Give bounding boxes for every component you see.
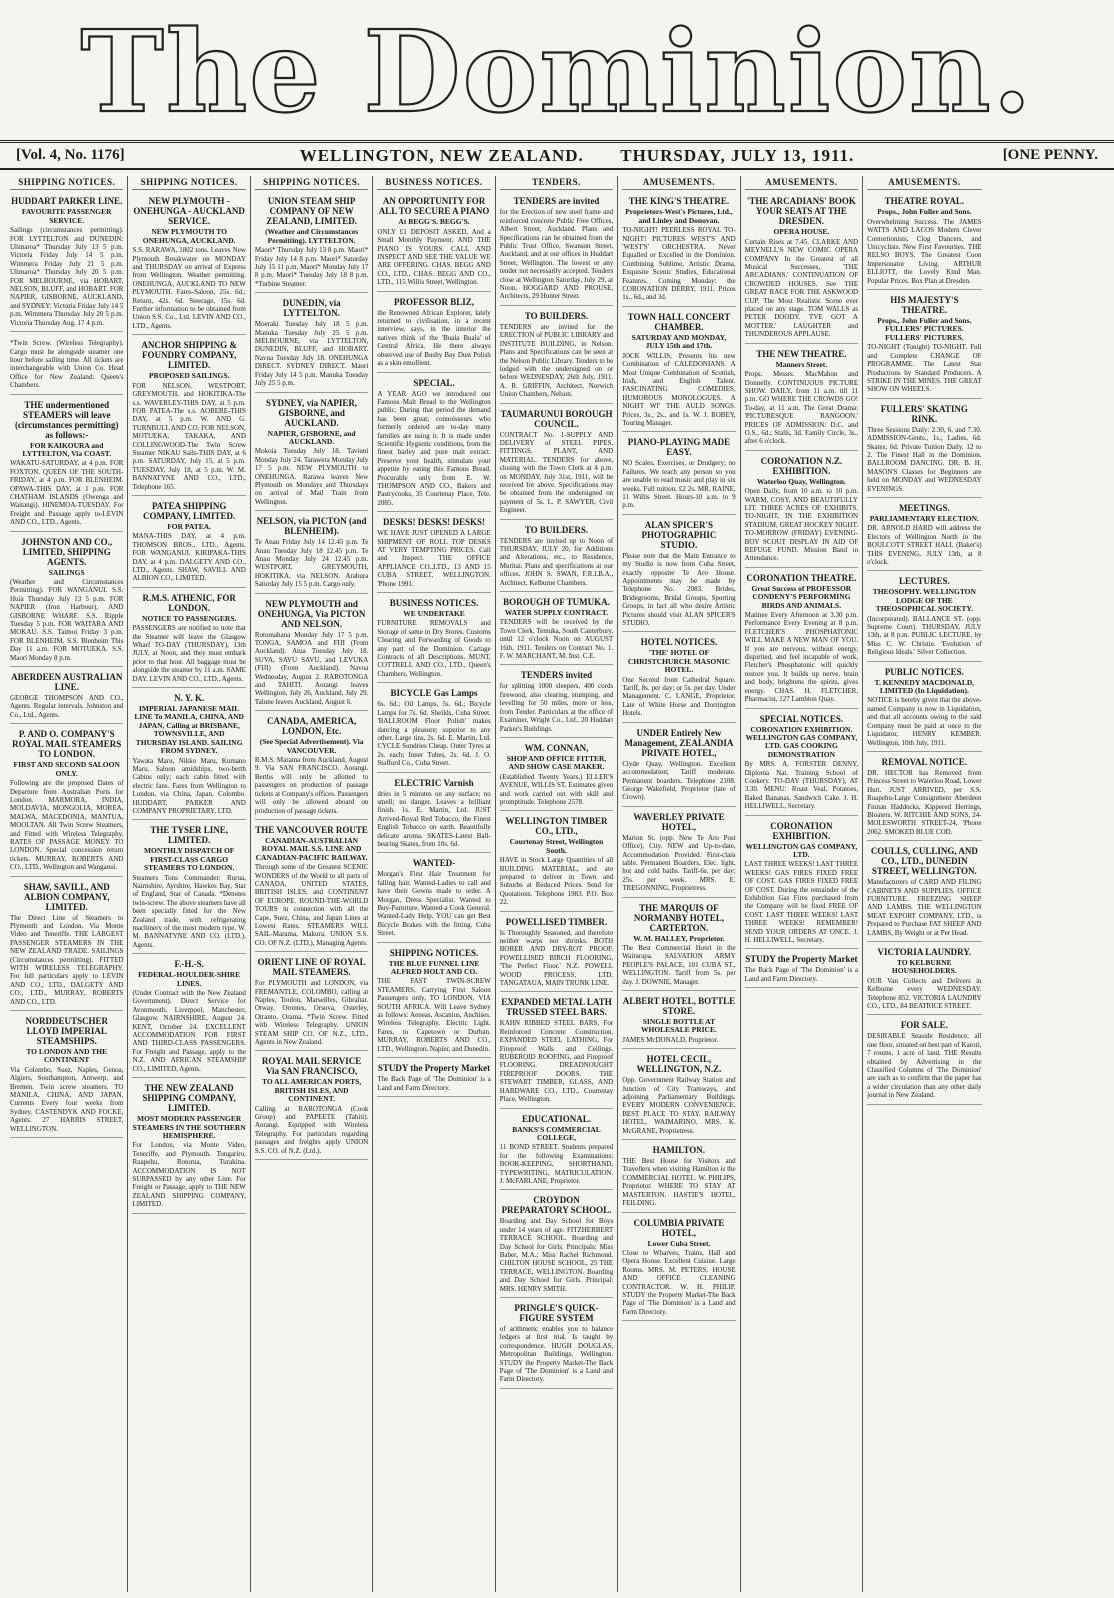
ad-block bbox=[867, 500, 981, 571]
columns-container bbox=[6, 176, 1108, 1592]
ad-title: TAUMARUNUI BOROUGH COUNCIL. bbox=[500, 408, 613, 429]
ad-body: Te Anau Friday July 14 12.45 p.m. Te Anau Tuesday July 18 12.45 p.m. Te Anau Monday July 24 12.45 p.m. WESTPORT, GREYMOUTH, HOKITIKA, via NELSON. Arahura Saturday July 15 5 p.m. Cargo only. bbox=[254, 538, 369, 589]
column-heading: AMUSEMENTS. bbox=[745, 176, 858, 190]
ad-body: Via Colombo, Suez, Naples, Genoa, Algiers, Southampton, Antwerp, and Bremen. Twin screw steamers. TO MANILA, CHINA, AND JAPAN. Currents Every four weeks from Sydney. CASTENDYK AND FOCKE, Agents. 27 HARRIS STREET, WELLINGTON. bbox=[10, 1065, 124, 1133]
ad-body: WE HAVE JUST OPENED A LARGE SHIPMENT OF ROLL TOP DESKS AT VERY TEMPTING PRICES. Call and Inspect. THE OFFICE APPLIANCE CO.,LTD., 13 AND 15 CUBA STREET, WELLINGTON. 'Phone 1991. bbox=[377, 529, 491, 588]
ad-title: CORONATION EXHIBITION. bbox=[770, 820, 833, 841]
ad-body: Rotomahana Monday July 17 5 p.m. TONGA, SAMOA and FIJI (From Auckland). Atua Tuesday July 18. SUVA, SAVU SAVU, and LEVUKA (FIJI) (From Auckland). Navua Wednesday, August 2. RAROTONGA and TAHITI. Aorangi leaves Wellington, July 26, Auckland, July 29. Talune leaves Auckland, August 6. bbox=[254, 630, 369, 706]
ad-block bbox=[132, 337, 245, 496]
ad-body: For London, via Monte Video, Teneriffe, and Plymouth. Tongariro, Ruapehu, Rotorua, Turakina. ACCOMMODATION IS NOT SURPASSED by any other Line. For Freight or Passage, apply to THE NEW ZEALAND SHIPPING COMPANY, LIMITED. bbox=[132, 1141, 246, 1209]
ad-block bbox=[132, 690, 245, 820]
column-7 bbox=[741, 176, 863, 1592]
ad-title: EXPANDED METAL LATH TRUSSED STEEL BARS. bbox=[501, 997, 612, 1018]
ad-body: of arithmetic enables you to balance ledgers at first trial. Is taught by correspondence. HUGH DOUGLAS, Metropolitan Buildings, Wellington. STUDY the Property Market-The Back Page of 'The Dominion' is a Land and Farm Directory. bbox=[499, 1325, 614, 1384]
ad-body: DR. HECTOR has Removed from Princess Street to Waterloo Road, Lower Hutt. JUST ARRIVED, per S.S. Ruapehu-Large Consignment Aberdeen Finnan Haddocks, Kippered Herrings, Bloaters. W. RITCHIE AND SONS, 24-MOLESWORTH STREET-24, 'Phone 2062. SMOKED BLUE COD. bbox=[867, 768, 982, 836]
ad-title: CANADA, AMERICA, LONDON, Etc. bbox=[266, 716, 357, 737]
ad-block bbox=[745, 570, 858, 709]
ad-body: 11 BOND STREET. Students prepared for the following Examinations: BOOK-KEEPING, SHORTHAND, TYPEWRITING, MATRICULATION. J. McFARLANE, Proprietor. bbox=[499, 1143, 614, 1185]
ad-body: Clyde Quay, Wellington. Excellent accommodation; Tariff moderate. Permanent boarders. Telephone 2108. George Wakefield, Proprietor (late of Crown). bbox=[622, 759, 736, 802]
ad-block bbox=[867, 664, 981, 752]
ad-body: R.M.S. Marama from Auckland, August 9. Via SAN FRANCISCO. Aorangi. Berths will only be allotted to passengers on production of passage tickets at Company's offices. Passengers will only be allowed aboard on production of passage tickets. bbox=[254, 756, 369, 815]
ad-title: COLUMBIA PRIVATE HOTEL, bbox=[633, 1217, 725, 1238]
ad-title: NORDDEUTSCHER LLOYD IMPERIAL STEAMSHIPS. bbox=[25, 1016, 108, 1047]
ad-block bbox=[255, 295, 368, 392]
column-8 bbox=[863, 176, 985, 1592]
ad-title: BUSINESS NOTICES. bbox=[389, 598, 479, 609]
ad-block bbox=[255, 395, 368, 512]
ad-block bbox=[500, 594, 613, 665]
column-6 bbox=[618, 176, 740, 1592]
ad-subtitle: SATURDAY AND MONDAY, JULY 15th and 17th. bbox=[631, 332, 727, 351]
ad-title: 'THE ARCADIANS' BOOK YOUR SEATS AT THE DRESDEN. bbox=[746, 196, 856, 227]
place: WELLINGTON, NEW ZEALAND. bbox=[299, 145, 584, 165]
ad-body: Curtain Rises at 7.45. CLARKE AND MEYNELL'S NEW COMIC OPERA COMPANY In the Greatest of all Musical Successes, 'THE ARCADIANS.' CONTINUATION OF CROWDED HOUSES. See THE GREAT RACE FOR THE ASKWOOD CUP. The Most Realistic Scene ever placed on any stage. TOM WALLS as PETER DOODY. 'I'VE GOT A MOTTER.' LAUGHTER and THUNDEROUS APPLAUSE. bbox=[744, 237, 859, 339]
ad-title: P. AND O. COMPANY'S ROYAL MAIL STEAMERS TO LONDON. bbox=[12, 729, 122, 760]
ad-title: LECTURES. bbox=[898, 576, 950, 587]
ad-title: EDUCATIONAL. bbox=[521, 1113, 592, 1124]
ad-title: THE NEW ZEALAND SHIPPING COMPANY, LIMITED. bbox=[142, 1083, 236, 1114]
ad-block bbox=[867, 754, 981, 841]
ad-title: THE MARQUIS OF NORMANBY HOTEL, CARTERTON. bbox=[633, 902, 725, 933]
ad-title: TENDERS are invited bbox=[513, 196, 600, 207]
column-heading: SHIPPING NOTICES. bbox=[132, 176, 245, 190]
ad-block bbox=[622, 1051, 735, 1140]
ad-block bbox=[500, 1111, 613, 1191]
ad-title: THE NEW THEATRE. bbox=[756, 348, 847, 359]
ad-body: Opp. Government Railway Station and Junction of City Tramways, and adjoining Parliamentary Buildings. EVERY MODERN CONVENIENCE. BEST PLACE TO STAY. RAILWAY HOTEL, WAIMARINO. MRS. K. McGRANE, Proprietress. bbox=[622, 1076, 736, 1135]
ad-title: THE TYSER LINE, LIMITED. bbox=[150, 825, 228, 846]
ad-title: ELECTRIC Varnish bbox=[394, 777, 474, 788]
ad-block bbox=[867, 193, 981, 290]
ad-body: The Back Page of 'The Dominion' is a Land and Farm Directory. bbox=[744, 966, 859, 983]
column-4 bbox=[373, 176, 495, 1592]
ad-block bbox=[867, 401, 981, 498]
ad-body: (Weather and Circumstances Permitting). FOR WANGANUI. S.S. Huia Thursday July 13 5 p.m. FOR NAPIER (Iron Harbour), AND GISBORNE WHARF. S.S. Ripple Tuesday 5 p.m. FOR WAITARA AND MOKAU. S.S. Taimoi Friday 3 p.m. FOR BLENHEIM. S.S. Blenheim This Day 11 a.m. FOR MOTUEKA. S.S. Maori Monday 8 p.m. bbox=[10, 578, 124, 662]
masthead-title: The Dominion. bbox=[80, 6, 1034, 138]
ad-subtitle: (See Special Advertisement). Via VANCOUVER. bbox=[259, 737, 364, 755]
ad-subtitle: NAPIER, GISBORNE, and AUCKLAND. bbox=[267, 428, 356, 446]
ad-title: TOWN HALL CONCERT CHAMBER. bbox=[627, 311, 731, 332]
ad-body: TENDERS will be received by the Town Clerk, Temuka, South Canterbury, until 12 o'clock Noon on AUGUST 16th, 1911. Tenders on Contract No. 1. F. W. MARCHANT, M. Inst. C.E. bbox=[499, 618, 614, 661]
ad-title: ALAN SPICER'S PHOTOGRAPHIC STUDIO. bbox=[641, 519, 717, 550]
ad-body: (Established Twenty Years.) ELLER'S AVENUE, WILLIS ST. Estimates given and work carried out with skill and promptitude. Telephone 2578. bbox=[499, 772, 614, 806]
ad-body: Mokoia Tuesday July 18. Taviuni Monday July 24. Tarawera Monday July 17 5 p.m. NEW PLYMOUTH to ONEHUNGA. Rarawa leaves New Plymouth on Mondays and Thursdays on arrival of Mail Train from Wellington. bbox=[254, 447, 369, 506]
ad-title: CROYDON PREPARATORY SCHOOL. bbox=[501, 1195, 612, 1216]
ad-body: ONLY £1 DEPOSIT ASKED, And a Small Monthly Payment, AND THE PIANO IS YOURS. CALL AND INSPECT AND SEE THE VALUE WE ARE OFFERING. CHAS. BEGG AND CO., LTD., CHAS. BEGG AND CO., LTD., 115 Willis Street, Wellington. bbox=[377, 227, 491, 287]
ad-subtitle: WE UNDERTAKE bbox=[403, 609, 465, 619]
ad-subtitle: T. KENNEDY MACDONALD, LIMITED (In Liquidation). bbox=[874, 677, 975, 696]
ad-block bbox=[255, 1053, 368, 1160]
ad-subtitle: MOST MODERN PASSENGER STEAMERS IN THE SOUTHERN HEMISPHERE. bbox=[132, 1114, 246, 1140]
ad-body: Steamers Tons Commander: Rurua, Nairnshire, Ayrshire, Hawkes Bay, Star of England, Star of Canada. *Denotes twin-screw. The above steamers have all been specially fitted for the New Zealand trade, with refrigerating machinery of the most modern type. W. M. BANNATYNE AND CO. (LTD.), Agents. bbox=[132, 873, 246, 949]
ad-body: *Twin Screw. (Wireless Telegraphy). Cargo must be alongside steamer one hour before sailing time. All tickets are interchangeable with Union Co. Head Office for New Zealand: Queen's Chambers. bbox=[10, 339, 124, 390]
ad-block bbox=[377, 945, 490, 1058]
ad-block bbox=[867, 944, 981, 1015]
ad-body: TENDERS are invited up to Noon of THURSDAY, JULY 20, for Additions and Alterations, etc., to Residence, Muritai. Plans and specifications at our offices. JOHN S. SWAN, F.R.I.B.A., Architect, Kelburne Chambers. bbox=[499, 536, 614, 587]
ad-body: JAMES McDONALD, Proprietor. bbox=[622, 1035, 719, 1044]
ad-title: NEW PLYMOUTH - ONEHUNGA - AUCKLAND SERVICE. bbox=[133, 196, 245, 227]
ad-title: HUDDART PARKER LINE. bbox=[11, 196, 123, 207]
ad-title: SHIPPING NOTICES. bbox=[389, 947, 479, 958]
ad-body: One Second from Cathedral Square. Tariff, 8s. per day; or 5s. per day. Under Management. C. LANGE, Proprietor. Late of White Horse and Dorrington Hotels. bbox=[622, 675, 736, 718]
ad-body: Maori* Thursday July 13 8 p.m. Maori* Friday July 14 8 p.m. Maori* Saturday July 15 11 p.m. Maori* Monday July 17 8 p.m. Maori* Tuesday July 18 8 p.m. *Turbine Steamer. bbox=[254, 246, 369, 288]
ad-body: For PLYMOUTH and LONDON, via FREMANTLE, COLOMBO, calling at Naples, Toulon, Marseilles, Gibraltar. Otway, Orontes, Orsova, Osterley, Otranto, Orama. *Twin Screw. Fitted with Wireless Telegraphy. UNION STEAM SHIP CO. OF N.Z., LTD., Agents in New Zealand. bbox=[254, 979, 369, 1047]
ad-body: dries in 5 minutes on any surface; no smell; no danger. Leaves a brilliant finish. 1s. E. Martin, Ltd. JUST Arrived-Royal Red Tobacco, the Finest English Tobacco on earth. Beautifully delicate aroma. SKATES-Latest Ball-bearing Skates, from 10s. 6d. bbox=[377, 789, 491, 848]
ad-block bbox=[745, 951, 858, 988]
ad-title: WELLINGTON TIMBER CO., LTD., bbox=[505, 816, 608, 837]
ad-body: Props. Messrs. MacMahon and Donnelly. CONTINUOUS PICTURE SHOW. DAILY, from 11 a.m. till 11 p.m. GO WHERE THE CROWDS GO! To-day, at 11 a.m. The Great Drama: 'PICTURESQUE RANGOON.' PRICES OF ADMISSION: D.C. and O.S., 6d.; Stalls, 3d. Family Circle, 3s., after 6 o'clock. bbox=[744, 370, 859, 446]
ad-body: Matinee Every Afternoon at 3.30 p.m. Performance Every Evening at 8 p.m. FLETCHER'S PHOSPHATONIC WILL MAKE A NEW MAN OF YOU. If you are nervous, without energy, dispirited, and feel incapable of work, Fletcher's Phosphatonic will quickly restore you. It builds up nerve, brain and body, brightens the spirits, gives energy. CHAS. H. FLETCHER, Pharmacist, 127 Lambton Quay. bbox=[744, 611, 859, 704]
ad-block bbox=[255, 822, 368, 952]
ad-body: WAKATU-SATURDAY, at 4 p.m. FOR FOXTON. QUEEN OF THE SOUTH-FRIDAY, at 4 p.m. FOR BLENHEIM. OPAWA-THIS DAY, at 1 p.m. FOR CHATHAM ISLANDS (Owenga and Waitangi). HINEMOA-TUESDAY. For Freight and Passage apply to-LEVIN AND CO., LTD., Agents. bbox=[10, 459, 124, 527]
ad-body: Marion St. (opp. New Te Aro Post Office), City. NEW and Up-to-date, Accommodation Provided. First-class table. Permanent Boarders, Elec. light, hot and cold baths. Tariff-6s. per day; 25s. per week. MRS. E. TREGONNING, Proprietress. bbox=[622, 833, 736, 893]
ad-body: Boarding and Day School for Boys under 14 years of age. FITZHERBERT TERRACE SCHOOL. Boarding and Day School for Girls. Principals: Miss Baber, M.A.; Miss Rachel Richmond. CHILTON HOUSE SCHOOL, 25 THE TERRACE, WELLINGTON. Boarding and Day School for Girls. Principal: MRS. HENRY SMITH. bbox=[499, 1217, 614, 1293]
ad-subtitle: TO ALL AMERICAN PORTS, BRITISH ISLES, AND CONTINENT. bbox=[262, 1077, 362, 1104]
ad-body: 6s. 6d.; Oil Lamps, 5s. 6d.; Bicycle Lamps for 7s. 6d. Sheilds, Cuba Street. 'BALLROOM Floor Polish' makes dancing a pleasure; superior to any other. Large tins, 2s. 6d. E. Martin, Ltd. CYCLE Sundries Cheap. Outer Tyres at 2s. each; Inner Tubes, 2s. 6d. J. O. Stafford Co., Cuba Street. bbox=[377, 700, 491, 768]
ad-subtitle: BANKS'S COMMERCIAL COLLEGE, bbox=[512, 1124, 601, 1142]
ad-subtitle: THEOSOPHY. WELLINGTON LODGE OF THE THEOSOPHICAL SOCIETY. bbox=[872, 587, 976, 614]
ad-body: TENDERS are invited for the ERECTION of PUBLIC LIBRARY and INSTITUTE BUILDING, in Nelson. Plans and Specifications can be seen at the Nelson Public Library. Tenders to be lodged with the undersigned on or before WEDNESDAY, 26th July, 1911. A. R. GRIFFIN, Architect, Norwich Union Chambers, Nelson. bbox=[499, 322, 614, 399]
ad-body: HAVE in Stock Large Quantities of all BUILDING MATERIAL, and are prepared to deliver in Town and Suburbs at Reduced Prices. Send for Quotations. Telephone 1983. P.O. Box 22. bbox=[499, 856, 614, 907]
ad-block bbox=[500, 406, 613, 520]
ad-body: GEORGE THOMPSON AND CO., Agents. Regular intervals. Johnston and Co., Ltd., Agents. bbox=[10, 694, 124, 719]
ad-title: SHAW, SAVILL, AND ALBION COMPANY, LIMITED. bbox=[23, 881, 110, 912]
ad-block bbox=[377, 685, 490, 772]
column-heading: AMUSEMENTS. bbox=[867, 176, 981, 190]
ad-subtitle: MONTHLY DISPATCH OF FIRST-CLASS CARGO STEAMERS TO LONDON. bbox=[143, 846, 235, 873]
ad-body: Yawata Maru, Nikko Maru, Kumano Maru. Saloon amidships, two-berth Cabins only; each cabin fitted with electric fans. Fares from Wellington to London, via China, Japan, Colombo. HUDDART, PARKER AND COMPANY PROPRIETARY, LTD. bbox=[132, 756, 246, 815]
ad-subtitle: Waterloo Quay, Wellington. bbox=[756, 476, 846, 486]
ad-body: The Best Commercial Hotel in the Wairarapa. SALVATION ARMY PEOPLE'S PALACE, 101 CUBA ST., WELLINGTON. Tariff from 5s. per day. J. DOWNIE, Manager. bbox=[622, 943, 736, 986]
ad-body: Sailings (circumstances permitting). FOR LYTTELTON and DUNEDIN: Ulimaroa* Thursday July 13 5 p.m. Victoria Friday July 14 5 p.m. Wimmera Friday July 21 5 p.m. Ulimaroa* Thursday July 20 5 p.m. FOR MELBOURNE, via HOBART, NELSON, BLUFF, and HOBART. FOR NAPIER, GISBORNE, AUCKLAND, and SYDNEY: Victoria Friday July 14 5 p.m. Wimmera Thursday July 20 5 p.m. Victoria Thursday Aug. 17 4 p.m. bbox=[10, 226, 124, 327]
ad-subtitle: FOR PATEA. bbox=[167, 521, 212, 531]
ad-subtitle: (Weather and Circumstances Permitting). LYTTELTON. bbox=[265, 227, 359, 245]
ad-subtitle: PARLIAMENTARY ELECTION. bbox=[869, 513, 979, 523]
ad-block bbox=[622, 809, 735, 898]
ad-body: Open Daily, from 10 a.m. to 10 p.m. WARM, COSY, AND BEAUTIFULLY LIT. THREE ACRES OF EXHIBITS. TO-NIGHT, IN THE EXHIBITION STADIUM, GREAT HOCKEY NIGHT. TO-MORROW (FRIDAY) EVENING-BOY SCOUT DISPLAY IN AID OF REFUGE FUND. Mission Band in Attendance. bbox=[744, 487, 859, 563]
column-heading: BUSINESS NOTICES. bbox=[377, 176, 490, 190]
ad-body: Please note that the Main Entrance to my Studio is now from Cuba Street, exactly opposite Te Aro House. Appointments may be made by Telephone No. 2083. Brides, Bridegrooms, Bridal Groups, Sporting Groups, in fact all who desire Artistic Pictures should visit ALAN SPICER'S STUDIO. bbox=[622, 551, 736, 628]
ad-subtitle: CANADIAN-AUSTRALIAN ROYAL MAIL S.S. LINE AND CANADIAN-PACIFIC RAILWAY. bbox=[255, 835, 368, 862]
ad-subtitle: CORONATION EXHIBITION. WELLINGTON GAS COMPANY, LTD. GAS COOKING DEMONSTRATION bbox=[745, 724, 858, 759]
ad-block bbox=[132, 590, 245, 688]
ad-title: BICYCLE Gas Lamps bbox=[390, 688, 478, 699]
column-3 bbox=[251, 176, 373, 1592]
ad-title: PUBLIC NOTICES. bbox=[884, 666, 964, 677]
ad-subtitle: Lower Cuba Street. bbox=[647, 1238, 711, 1248]
ad-body: Through some of the Greatest SCENIC WONDERS of the World to all parts of CANADA, UNITED STATES, BRITISH ISLES, and CONTINENT OF EUROPE. ROUND-THE-WORLD TOURS in connection with all the Cape, Suez, China, and Japan Lines at Lowest Rates. STEAMERS WILL SAIL-Marama, Makura. UNION S.S. CO. OF N.Z. (LTD.), Managing Agents. bbox=[254, 863, 369, 947]
ad-title: PROFESSOR BLIZ, bbox=[394, 296, 475, 307]
ad-title: CORONATION THEATRE. bbox=[746, 572, 857, 583]
ad-body: DESIRABLE Seaside Residence, all one floor, situated on best part of Karori, 7 rooms, 1 acre of land. THE Results obtained by Advertising in the Classified Columns of 'The Dominion' are such as to confirm that the paper has a wider circulation than any other daily journal in New Zealand. bbox=[867, 1032, 982, 1100]
ad-block bbox=[622, 993, 735, 1049]
ad-body: PASSENGERS are notified to note that the Steamer will leave the Glasgow Wharf TO-DAY (THURSDAY), 13th JULY, at Noon, and they must embark prior to that hour. All baggage must be alongside the steamer by 11 a.m. SAME DAY. LEVIN AND CO., LTD., Agents. bbox=[132, 624, 246, 683]
ad-subtitle: SAILINGS bbox=[48, 567, 85, 577]
ad-block bbox=[132, 956, 245, 1078]
ad-body: By MRS. A. FORSTER DENNY, Diploma Nat. Training School of Cookery. TO-DAY (THURSDAY), AT 3.30. MENU: Roast Veal, Potatoes, Baked Bananas, Sandwich Cake. J. H. HELLIWELL, Secretary. bbox=[744, 760, 859, 811]
ad-block bbox=[622, 725, 735, 807]
ad-title: CORONATION N.Z. EXHIBITION. bbox=[760, 455, 843, 476]
ad-body: for splitting 1000 sleepers, 400 cords firewood, also clearing, stumping, and levelling for 50 miles, more or less, from Tender. Particulars at the office of Examiner, Wright Co., Ltd., 20 Huddart Parker's Buildings. bbox=[499, 682, 614, 733]
ad-title: THE undermentioned STEAMERS will leave (circumstances permitting) as follows:- bbox=[14, 399, 119, 440]
place-and-date bbox=[300, 146, 855, 166]
ad-block bbox=[10, 397, 123, 532]
ad-title: ABERDEEN AUSTRALIAN LINE. bbox=[11, 672, 123, 693]
ad-block bbox=[255, 954, 368, 1051]
ad-title: PATEA SHIPPING COMPANY, LIMITED. bbox=[143, 500, 236, 521]
ad-body: (Incorporated). BALLANCE ST. (opp. Supreme Court). THURSDAY, JULY 13th, at 8 p.m. PUBLIC LECTURE, by Miss C. W. Christie. 'Evolution of Religious Ideals.' Silver Collection. bbox=[867, 614, 982, 657]
ad-subtitle: SINGLE BOTTLE AT WHOLESALE PRICE. bbox=[641, 1017, 717, 1035]
ad-body: for the Erection of new steel frame and reinforced concrete Public Free Offices, Albert Street, Auckland. Plans and Specifications can be obtained from the Public Trust Office, Swanson Street, Auckland, and at our offices in Huddart Street, Wellington. The lowest or any tender not necessarily accepted. Tenders close at Wellington Saturday, July 29, at Noon. HOGGARD AND PROUSE, Architects, 29 Hunter Street. bbox=[499, 208, 614, 301]
ad-body: LAST THREE WEEKS! LAST THREE WEEKS! GAS FIRES FIXED FREE OF COST. GAS FIRES FIXED FREE OF COST. During the remainder of the Exhibition Gas Fires purchased from the Company will be fixed FREE OF COST. LAST THREE WEEKS! LAST THREE WEEKS! REMEMBER! SEND YOUR ORDERS AT ONCE. J. H. HELLIWELL, Secretary. bbox=[744, 860, 859, 945]
ad-body: THE FAST TWIN-SCREW STEAMERS, Carrying First Saloon Passengers only, TO LONDON, VIA SOUTH AFRICA. Will Leave Sydney as follows: Aeneas, Ascanius, Anchises. Wireless Telegraphy. Electric Light. Fares, to Capetown or Durban. MURRAY, ROBERTS AND CO., LTD., Wellington, Napier, and Dunedin. bbox=[377, 977, 491, 1053]
ad-subtitle: IMPERIAL JAPANESE MAIL LINE To MANILA, CHINA, AND JAPAN, Calling at BRISBANE, TOWNSVILLE, AND THURSDAY ISLAND. SAILING FROM SYDNEY. bbox=[134, 704, 244, 756]
dateline-bar bbox=[0, 140, 1114, 170]
ad-block bbox=[622, 193, 735, 306]
volume-number: [Vol. 4, No. 1176] bbox=[16, 147, 125, 163]
ad-subtitle: THE BLUE FUNNEL LINE ALFRED HOLT AND CO. bbox=[388, 958, 480, 977]
ad-body: CONTRACT No. 1-SUPPLY AND DELIVERY of STEEL PIPES, FITTINGS, PLANT, AND MATERIAL. TENDERS for above, closing with the Town Clerk at 4 p.m. on MONDAY, July 31st, 1911, will be received for above. Specifications may be obtained from the undersigned on payment of 5s. L. P. SAWYER, Civil Engineer. bbox=[499, 430, 614, 515]
ad-title: ALBERT HOTEL, BOTTLE STORE. bbox=[622, 996, 736, 1016]
ad-title: ORIENT LINE OF ROYAL MAIL STEAMERS. bbox=[257, 957, 366, 978]
ad-block bbox=[377, 1060, 490, 1097]
ad-block bbox=[255, 713, 368, 820]
ad-block bbox=[500, 667, 613, 737]
ad-title: THE KING'S THEATRE. bbox=[628, 196, 730, 207]
ad-subtitle: Manners Street. bbox=[775, 359, 828, 369]
ad-title: POWELLISED TIMBER. bbox=[505, 916, 608, 927]
ad-block bbox=[745, 193, 858, 343]
column-heading: SHIPPING NOTICES. bbox=[255, 176, 368, 190]
ad-block bbox=[500, 1300, 613, 1389]
ad-body: JOCK WILLIS, Presents his new Combination of CALEDONIANS. A Most Unique Combination of Scottish, Irish, and English Talent. FASCINATING COMEDIES, HUMOROUS MONOLOGUES. A NIGHT WI' THE AULD SONGS. Prices, 3s., 2s., and 1s. W. J. ROBEY, Touring Manager. bbox=[622, 351, 736, 427]
ad-block bbox=[255, 513, 368, 593]
ad-block bbox=[867, 292, 981, 399]
ad-title: UNDER Entirely New Management, ZEALANDIA PRIVATE HOTEL, bbox=[624, 727, 734, 758]
ad-title: THEATRE ROYAL. bbox=[884, 196, 965, 207]
ad-subtitle: Props., John Fuller and Sons. bbox=[877, 207, 972, 217]
ad-subtitle: PROPOSED SAILINGS. bbox=[148, 371, 230, 381]
ad-subtitle: FIRST AND SECOND SALOON ONLY. bbox=[13, 760, 120, 778]
ad-subtitle: WELLINGTON GAS COMPANY, LTD. bbox=[745, 841, 858, 859]
column-2 bbox=[128, 176, 250, 1592]
ad-block bbox=[500, 522, 613, 592]
ad-subtitle: NEW PLYMOUTH TO ONEHUNGA, AUCKLAND. bbox=[142, 227, 236, 245]
ad-block bbox=[622, 900, 735, 991]
ad-block bbox=[10, 193, 123, 332]
ad-block bbox=[377, 294, 490, 373]
ad-block bbox=[867, 573, 981, 661]
ad-title: SPECIAL. bbox=[413, 377, 455, 388]
ad-title: WAVERLEY PRIVATE HOTEL, bbox=[633, 811, 725, 832]
ad-block bbox=[500, 914, 613, 993]
ad-block bbox=[377, 193, 490, 291]
ad-title: DESKS! DESKS! DESKS! bbox=[383, 517, 486, 528]
column-heading: TENDERS. bbox=[500, 176, 613, 190]
ad-body: The Direct Line of Steamers to Plymouth and London. Via Monte Video and Teneriffe. THE LARGEST PASSENGER STEAMERS IN THE NEW ZEALAND TRADE. SAILINGS (Circumstances permitting). FITTED WITH WIRELESS TELEGRAPHY. For full particulars apply to LEVIN AND CO., LTD., DALGETY AND CO., LTD., MURRAY, ROBERTS AND CO., LTD. bbox=[10, 913, 124, 1006]
ad-body: KAHN RIBBED STEEL BARS, For Reinforced Concrete Construction. EXPANDED STEEL LATHING, For Fireproof Walls and Ceilings. RUBEROID ROOFING, and Fireproof FLOORING. DREADNOUGHT FIREPROOF DOORS. THE STEWART TIMBER, GLASS, AND HARDWARE CO., LTD., Courtenay Place, Wellington. bbox=[499, 1019, 614, 1104]
column-5 bbox=[496, 176, 618, 1592]
ad-block bbox=[10, 1013, 123, 1138]
ad-block bbox=[255, 596, 368, 712]
ad-body: Manufacturers of CARD AND FILING CABINETS AND SUPPLIES. OFFICE FURNITURE. FREEZING SHEEP AND LAMBS. THE WELLINGTON MEAT EXPORT COMPANY, LTD., is Prepared to Purchase FAT SHEEP AND LAMBS, By Weight or at Per Head. bbox=[867, 878, 982, 937]
ad-block bbox=[622, 634, 735, 722]
column-heading: AMUSEMENTS. bbox=[622, 176, 735, 190]
ad-title: NEW PLYMOUTH and ONEHUNGA, Via PICTON AND NELSON. bbox=[257, 598, 366, 629]
column-heading: SHIPPING NOTICES. bbox=[10, 176, 123, 190]
ad-block bbox=[622, 434, 735, 514]
ad-title: HIS MAJESTY'S THEATRE. bbox=[890, 295, 959, 316]
ad-block bbox=[10, 669, 123, 724]
ad-title: TENDERS invited bbox=[520, 670, 593, 681]
ad-block bbox=[867, 843, 981, 942]
column-1 bbox=[6, 176, 128, 1592]
ad-body: Calling at RAROTONGA (Cook Group) and PAPEETE (Tahiti). Aorangi. Equipped with Wireless Telegraphy. For particulars regarding passages and freights apply UNION S.S. CO. of N.Z. (Ltd.). bbox=[254, 1104, 369, 1155]
ad-block bbox=[132, 193, 245, 335]
ad-block bbox=[622, 517, 735, 633]
ad-title: HAMILTON. bbox=[652, 1145, 706, 1156]
ad-subtitle: Courtenay Street, Wellington South. bbox=[509, 837, 604, 855]
ad-subtitle: W. M. HALLEY, Proprietor. bbox=[633, 933, 725, 943]
ad-body: FURNITURE REMOVALS and Storage of same in Dry Stores. Customs Clearing and Forwarding of Goods to any part of the Dominion. Cartage Contracts of all Descriptions. MUNT, COTTRELL AND CO., LTD., Queen's Chambers, Wellington. bbox=[377, 619, 491, 678]
ad-block bbox=[377, 514, 490, 593]
ad-body: Close to Wharves, Trains, Hall and Opera House. Excellent Cuisine. Large Rooms. MRS. M. PETERS. HOUSE AND OFFICE CLEANING CONTRACTOR. W. H. PHILIP. STUDY the Property Market-The Back Page of 'The Dominion' is a Land and Farm Directory. bbox=[622, 1248, 736, 1316]
masthead bbox=[0, 8, 1114, 136]
ad-block bbox=[255, 193, 368, 293]
ad-block bbox=[10, 726, 123, 876]
ad-body: (Under Contract with the New Zealand Government). Direct Service for Avonmouth, Liverpool, Manchester, Glasgow. NAIRNSHIRE, August 24. KENT, October 24. EXCELLENT ACCOMMODATION FOR FIRST AND THIRD-CLASS PASSENGERS. For Freight and Passage, apply to the N.Z. AND AFRICAN STEAMSHIP CO., LIMITED, Agents. bbox=[132, 989, 246, 1073]
ad-block bbox=[10, 534, 123, 667]
ad-subtitle: Proprietors-West's Pictures, Ltd., and Linley and Donovan. bbox=[625, 207, 733, 225]
ad-body: S.S. RARAWA, 1802 tons. Leaves New Plymouth Breakwater on MONDAY and THURSDAY on arrival of Express from Wellington. Weather permitting. ONEHUNGA, AUCKLAND TO NEW PLYMOUTH. Fares-Saloon, 25s. 6d.; Return, 42s. 6d. Steerage, 15s. 6d. Further information to be obtained from Union S.S. Co., Ltd. LEVIN AND CO., LTD., Agents. bbox=[132, 246, 246, 330]
ad-body: FOR NELSON, WESTPORT, GREYMOUTH, and HOKITIKA-The s.s. WAVERLEY-THIS DAY, at 5 p.m. FOR PATEA-The s.s. AORERE-THIS DAY, at 5 p.m. W. AND G. TURNBULL AND CO. FOR NELSON, MOTUEKA, TAKAKA, AND COLLINGWOOD-The Twin Screw Steamer NIKAU Sails-THIS DAY, at 6 p.m. SATURDAY, July 15, at 5 p.m. TUESDAY, July 18, at 5 p.m. W. M. BANNATYNE AND CO., LTD., Telephone 165. bbox=[132, 381, 246, 491]
ad-title: VICTORIA LAUNDRY. bbox=[877, 947, 972, 957]
ad-title: WM. CONNAN, bbox=[524, 742, 589, 753]
ad-subtitle: Great Success of PROFESSOR CONDENY'S PERFORMING BIRDS AND ANIMALS. bbox=[751, 583, 852, 610]
ad-title: REMOVAL NOTICE. bbox=[881, 756, 967, 767]
ad-title: FULLERS' SKATING RINK. bbox=[880, 403, 968, 424]
ad-body: Is Thoroughly Seasoned, and therefore neither warps nor shrinks. BOTH BORER AND DRY-ROT PROOF. POWELLISED BIRCH FLOORING, 'The Perfect Floor.' N.Z. POWELL WOOD PROCESS, LTD. TANGATAUA, MAIN TRUNK LINE. bbox=[499, 928, 614, 988]
ad-body: The Back Page of 'The Dominion' is a Land and Farm Directory. bbox=[377, 1075, 491, 1092]
ad-subtitle: NOTICE TO PASSENGERS. bbox=[141, 613, 237, 623]
ad-title: UNION STEAM SHIP COMPANY OF NEW ZEALAND, LIMITED. bbox=[266, 196, 357, 227]
ad-block bbox=[622, 1215, 735, 1322]
ad-block bbox=[10, 334, 123, 394]
ad-block bbox=[745, 818, 858, 950]
ad-body: NOTICE is hereby given that the above-named Company is now in Liquidation, and that all accounts owing to the said Company must be paid at once to the Liquidator, HENRY KEMBER. Wellington, 10th July, 1911. bbox=[867, 696, 982, 747]
ad-title: R.M.S. ATHENIC, FOR LONDON. bbox=[142, 592, 236, 613]
ad-body: NO Scales, Exercises, or Drudgery; no Failures. We teach any person so you are unable to read music and play in six weeks. Full tuition, £2 2s. MR. RAINE, 11 Willis Street. Hours-10 a.m. to 9 p.m. bbox=[622, 459, 736, 510]
ad-body: A YEAR AGO we introduced our Famous Malt Bread to the Wellington public. During that period the demand has been great; connoisseurs who formerly ordered are to-day many families are using it. It is made under Scientific Hygienic conditions, from the finest barley and pure malt extract. Preserve your health, stimulate your appetite by eating this Famous Bread. Procurable only from E. W. THOMPSON AND CO., Bakers and Pastrycooks, 35 Courtenay Place, Tele. 2085. bbox=[377, 389, 491, 507]
ad-block bbox=[132, 498, 245, 588]
ad-block bbox=[500, 740, 613, 811]
ad-subtitle: FAVOURITE PASSENGER SERVICE. bbox=[21, 207, 112, 225]
ad-block bbox=[377, 375, 490, 513]
ad-title: F.-H.-S. bbox=[174, 959, 204, 970]
ad-block bbox=[132, 1080, 245, 1213]
ad-title: MEETINGS. bbox=[898, 502, 950, 513]
ad-body: Following are the proposed Dates of Departure from Australian Ports for London. MARMORA, INDIA, MOLDAVIA, MONGOLIA, MOREA, MALWA, MACEDONIA, MANTUA, MOOLTAN. All Twin Screw Steamers, and Fitted with Wireless Telegraphy. RATES OF PASSAGE MONEY TO LONDON. Special concession return tickets. MURRAY, ROBERTS AND CO., LTD., Wellington and Wanganui. bbox=[10, 779, 124, 872]
ad-body: Overwhelming Success. The JAMES WATTS AND LACOS Modern Clever Contortionists, Clog Dancers, and Unicyclists. New First Favourites. THE RELSO BOYS. The Greatest Coon Impersonator Living. ARTHUR ELLIOTT, the Lovely Kind Man. Popular Prices. Box Plan at Dresden. bbox=[867, 217, 982, 285]
ad-block bbox=[500, 193, 613, 305]
ad-block bbox=[377, 855, 490, 942]
ad-title: NELSON, via PICTON (and BLENHEIM). bbox=[256, 516, 367, 537]
ad-block bbox=[500, 1192, 613, 1298]
ad-title: BOROUGH OF TUMUKA. bbox=[503, 597, 610, 608]
ad-block bbox=[377, 775, 490, 854]
ad-subtitle: TO KELBURNE HOUSEHOLDERS. bbox=[891, 958, 957, 976]
ad-body: Morgan's First Hair Treatment for falling hair. Wanted-Ladies to call and have their Gowns made to order. A Morgan, Dress Specialist. Wanted to Buy-Furniture. Wanted-a Cook General. Wanted-Lady Help. YOU can get Best Bicycle Brakes with the fitting. Cuba Street. bbox=[377, 870, 491, 938]
ad-subtitle: Props., John Fuller and Sons. FULLERS' PICTURES. FULLERS' PICTURES. bbox=[877, 316, 972, 342]
ad-title: STUDY the Property Market bbox=[377, 1063, 491, 1074]
ad-title: JOHNSTON AND CO., LIMITED, SHIPPING AGENTS. bbox=[21, 536, 113, 567]
ad-title: AN OPPORTUNITY FOR ALL TO SECURE A PIANO bbox=[378, 196, 490, 217]
ad-subtitle: WATER SUPPLY CONTRACT. bbox=[504, 608, 609, 618]
ad-title: WANTED- bbox=[412, 858, 456, 869]
ad-title: HOTEL NOTICES. bbox=[640, 637, 718, 648]
ad-title: ANCHOR SHIPPING & FOUNDRY COMPANY, LIMITED. bbox=[141, 340, 237, 371]
ad-block bbox=[867, 1017, 981, 1104]
ad-subtitle: TO LONDON AND THE CONTINENT bbox=[26, 1047, 108, 1065]
ad-title: HOTEL CECIL, WELLINGTON, N.Z. bbox=[636, 1054, 722, 1075]
ad-title: ROYAL MAIL SERVICE Via SAN FRANCISCO, bbox=[261, 1056, 362, 1077]
ad-title: FOR SALE. bbox=[900, 1020, 948, 1031]
ad-block bbox=[377, 595, 490, 683]
ad-title: TO BUILDERS. bbox=[524, 524, 589, 535]
ad-block bbox=[500, 308, 613, 404]
ad-body: MANA-THIS DAY, at 4 p.m. THOMSON BROS., LTD., Agents. FOR WANGANUI. KIRIPAKA-THIS DAY, at 4 p.m. DALGETY AND CO., LTD., Agents. SHAW, SAVILL AND ALBION CO., LIMITED. bbox=[132, 532, 246, 583]
ad-title: SPECIAL NOTICES. bbox=[759, 713, 844, 724]
ad-title: THE VANCOUVER ROUTE bbox=[255, 824, 368, 835]
ad-block bbox=[622, 1142, 735, 1212]
ad-block bbox=[745, 346, 858, 451]
ad-title: PIANO-PLAYING MADE EASY. bbox=[627, 437, 731, 458]
ad-block bbox=[132, 822, 245, 954]
ad-block bbox=[500, 813, 613, 911]
ad-body: TO-NIGHT (Tonight) TO-NIGHT. Full and Complete CHANGE OF PROGRAMME. The Latest Star Productions by Standard Producers. A STRIKE IN THE MINES. THE GREAT SHOW ON WHEELS. bbox=[867, 343, 982, 394]
ad-body: DR. ARNOLD HARD will address the Electors of Wellington North in the BOULCOTT STREET HALL (Baker's) THIS EVENING, JULY 13th, at 8 o'clock. bbox=[867, 524, 982, 566]
ad-title: TO BUILDERS. bbox=[524, 310, 589, 321]
ad-title: DUNEDIN, via LYTTELTON. bbox=[282, 298, 341, 319]
ad-block bbox=[10, 879, 123, 1011]
ad-body: OUR Van Collects and Delivers in Kelburne every WEDNESDAY. Telephone 852. VICTORIA LAUNDRY CO., LTD., 84 BEATRICE STREET. bbox=[867, 976, 982, 1011]
ad-title: STUDY the Property Market bbox=[745, 954, 858, 965]
ad-body: TO-NIGHT! PEERLESS ROYAL TO-NIGHT! PICTURES WEST'S AND 'WEST'S' ORCHESTRA. Never Equalled or Excelled in the Dominion. Combining Sublime, Artistic Drama, Exquisite Scenic Studies, Educational Features. Coming Monday: the CORONATION DERBY, 1911. Prices 1s., 6d., and 3d. bbox=[622, 226, 736, 302]
ad-title: COULLS, CULLING, AND CO., LTD., DUNEDIN STREET, WELLINGTON. bbox=[870, 846, 978, 877]
ad-subtitle: 'THE' HOTEL OF CHRISTCHURCH. MASONIC HOTEL. bbox=[627, 648, 730, 675]
ad-subtitle: At BEGG'S. BEGG'S. bbox=[398, 217, 470, 227]
price: [ONE PENNY. bbox=[1002, 147, 1098, 163]
ad-subtitle: FEDERAL-HOULDER-SHIRE LINES. bbox=[138, 970, 241, 988]
ad-body: the Renowned African Explorer, lately returned to civilisation, in a recent interview, says, in the interior the natives think of the 'Buala Buala' of Central Africa. He there always observed use of Bushy Bay Dust Polish as a skin emollient. bbox=[377, 308, 491, 368]
ad-subtitle: OPERA HOUSE. bbox=[773, 227, 830, 237]
ad-block bbox=[622, 309, 735, 432]
ad-body: Moeraki Tuesday July 18 5 p.m. Manuka Tuesday July 25 5 p.m. MELBOURNE, via LYTTELTON, DUNEDIN, BLUFF, and HOBART. Navua Tuesday July 18. ONEHUNGA DIRECT. SYDNEY DIRECT. Maori Friday July 14 5 p.m. Manuka Tuesday July 25 5 p.m. bbox=[254, 320, 369, 388]
issue-date: THURSDAY, JULY 13, 1911. bbox=[620, 145, 855, 165]
ad-block bbox=[500, 994, 613, 1108]
ad-title: SYDNEY, via NAPIER, GISBORNE, and AUCKLAND. bbox=[266, 397, 358, 428]
ad-title: N. Y. K. bbox=[174, 693, 205, 704]
ad-block bbox=[745, 453, 858, 568]
ad-subtitle: FOR KAIKOURA and LYTTELTON, Via COAST. bbox=[22, 440, 112, 458]
ad-title: PRINGLE'S QUICK-FIGURE SYSTEM bbox=[514, 1303, 599, 1323]
ad-subtitle: SHOP AND OFFICE FITTER, AND SHOW CASE MAKER. bbox=[506, 753, 607, 772]
ad-block bbox=[745, 711, 858, 816]
ad-body: Three Sessions Daily: 2.30, 6, and 7.30. ADMISSION-Gents., 1s.; Ladies, 6d. Skates, 6d. Private Tuition Daily. 12 to 2. The Finest Hall in the Dominion. BALLROOM DANCING. DR. B. H. MASON'S Classes for Beginners are held on MONDAY and WEDNESDAY EVENINGS. bbox=[867, 425, 982, 493]
ad-body: THE Best House for Visitors and Travellers when visiting Hamilton is the COMMERCIAL HOTEL. W. PHILIPS, Proprietor. WHERE TO STAY AT MASTERTON. HASTIE'S HOTEL, FEILDING. bbox=[622, 1157, 736, 1208]
